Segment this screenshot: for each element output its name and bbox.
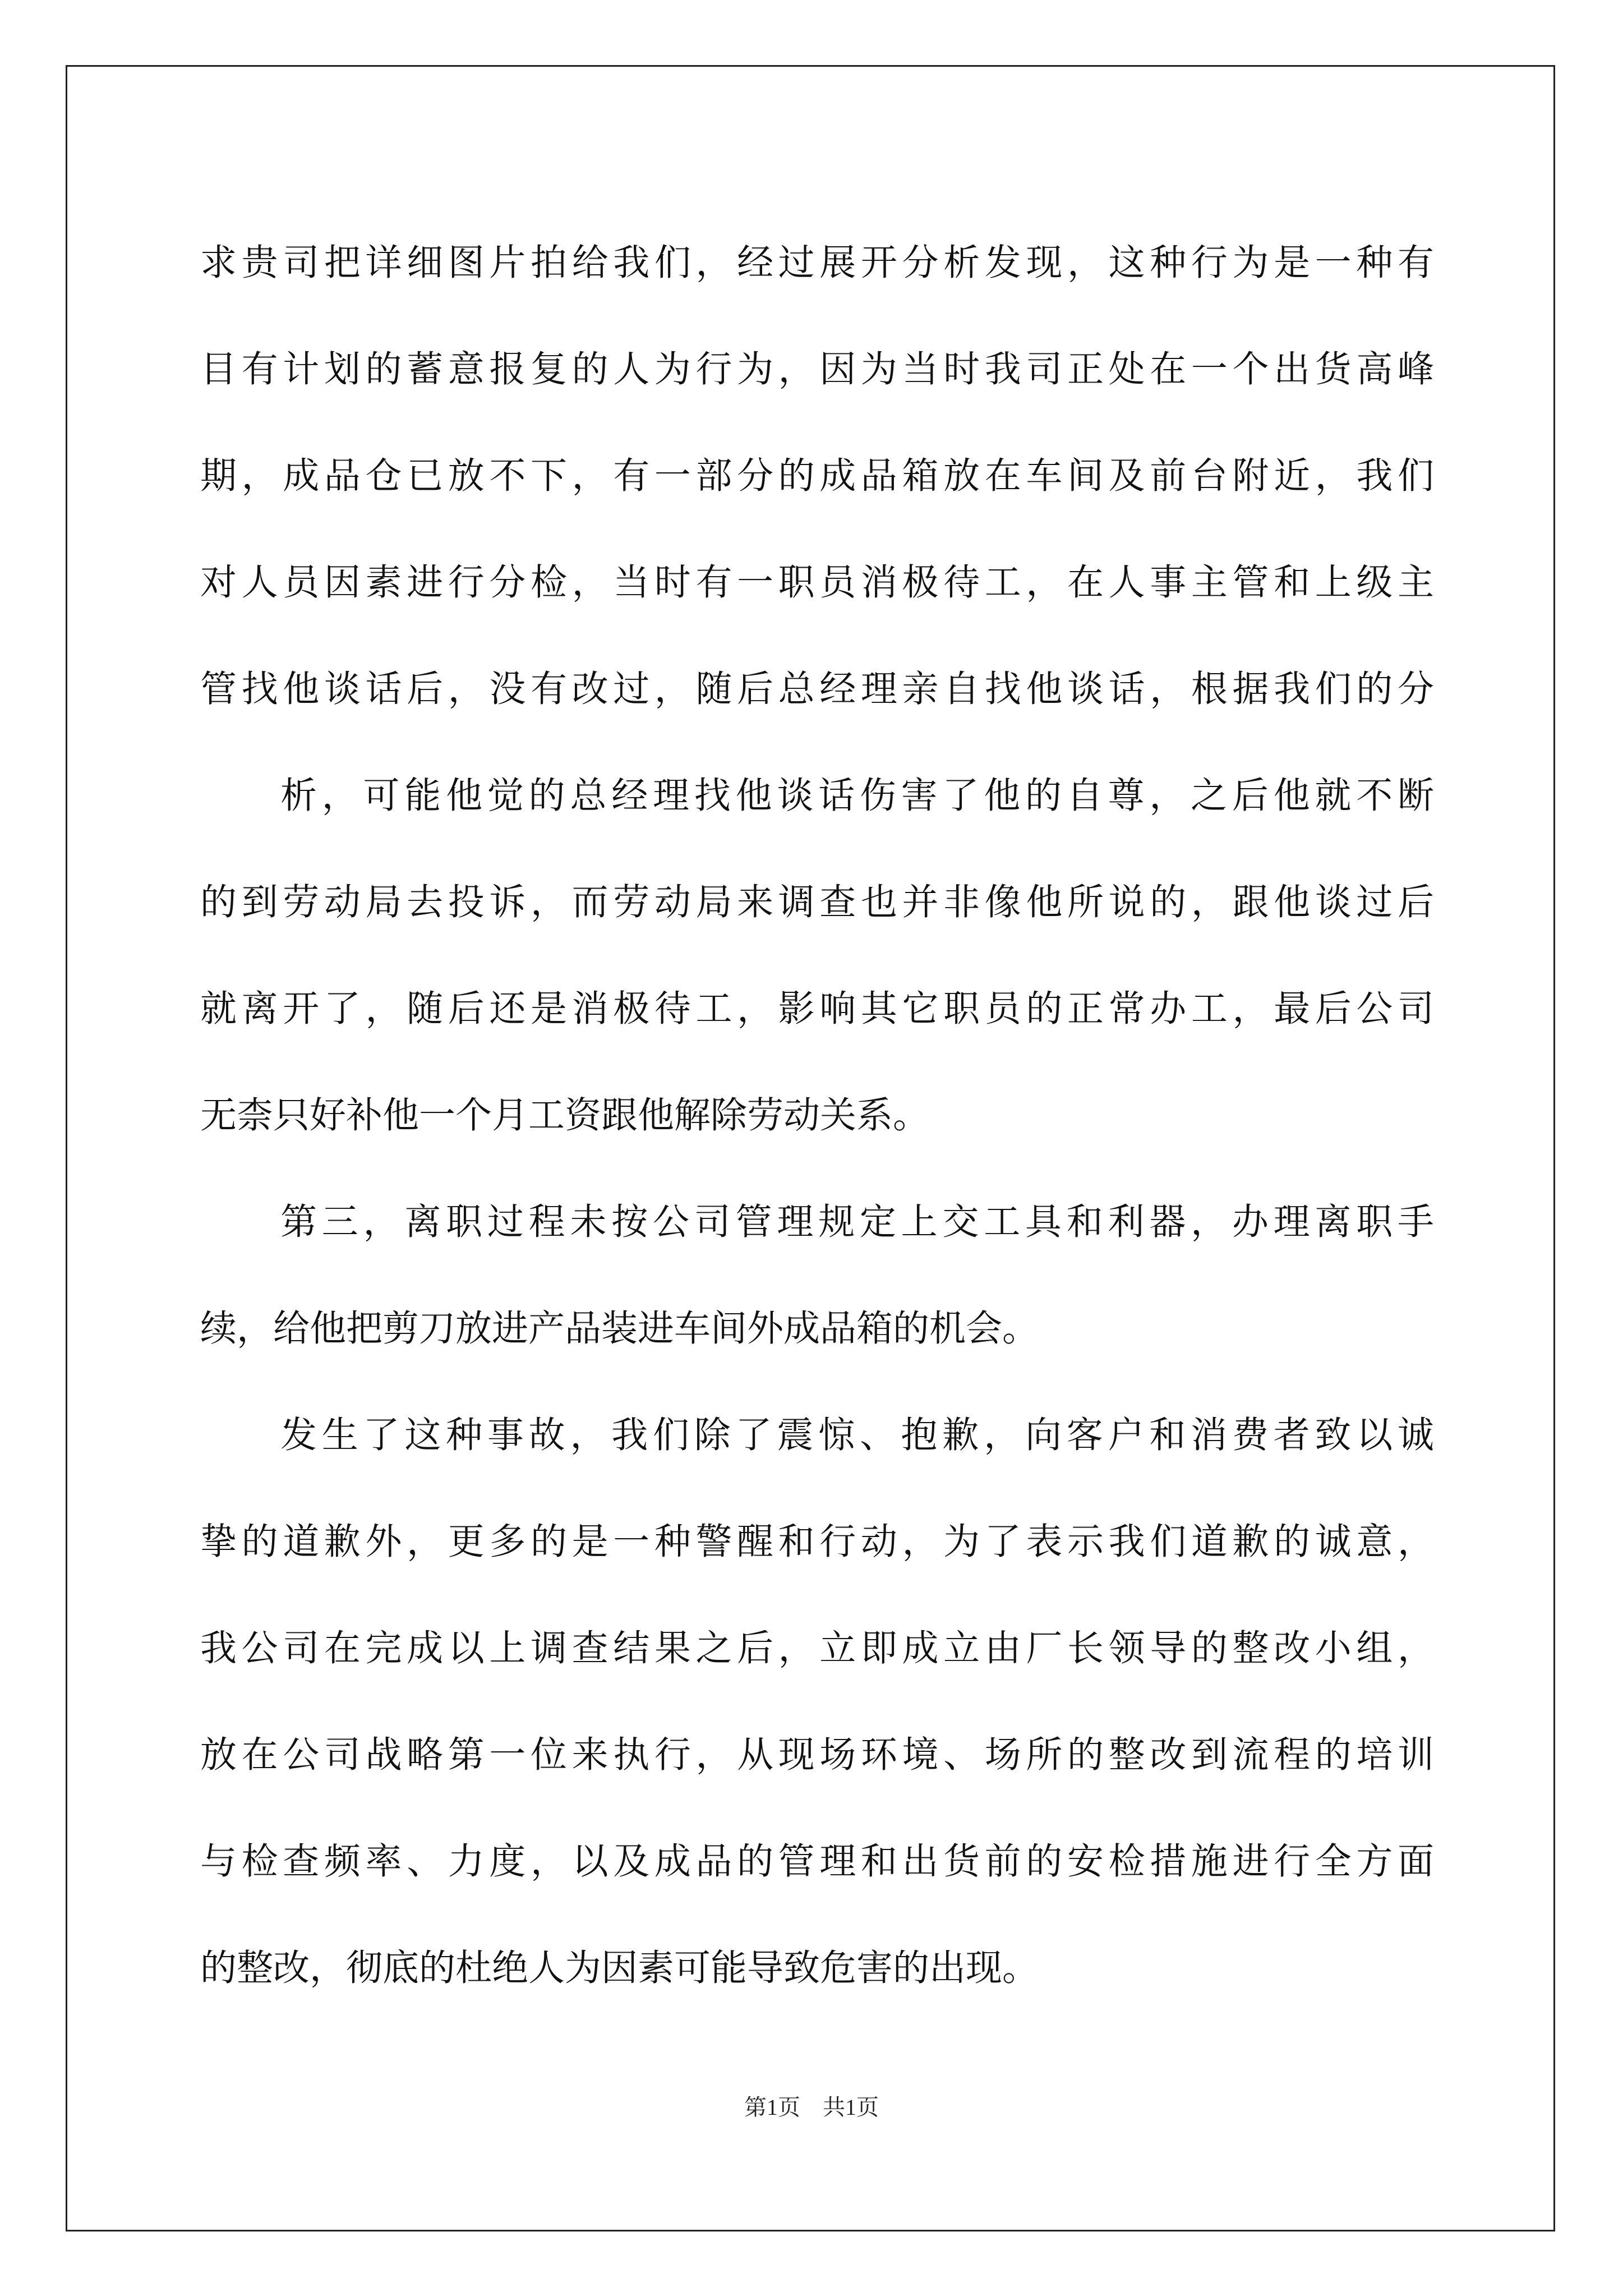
text-line: 与检查频率、力度，以及成品的管理和出货前的安检措施进行全方面 [200,1841,1434,1883]
text-line: 我公司在完成以上调查结果之后，立即成立由厂长领导的整改小组， [200,1627,1434,1669]
text-line: 管找他谈话后，没有改过，随后总经理亲自找他谈话，根据我们的分 [200,668,1434,710]
text-line: 对人员因素进行分检，当时有一职员消极待工，在人事主管和上级主 [200,562,1434,604]
text-line: 期，成品仓已放不下，有一部分的成品箱放在车间及前台附近，我们 [200,455,1434,497]
text-line: 的到劳动局去投诉，而劳动局来调查也并非像他所说的，跟他谈过后 [200,881,1434,923]
text-line: 无柰只好补他一个月工资跟他解除劳动关系。 [200,1094,930,1137]
page-number-footer: 第1页 共1页 [744,2095,879,2120]
text-line: 的整改，彻底的杜绝人为因素可能导致危害的出现。 [200,1947,1039,1989]
text-line: 目有计划的蓄意报复的人为行为，因为当时我司正处在一个出货高峰 [200,348,1434,390]
text-line: 挚的道歉外，更多的是一种警醒和行动，为了表示我们道歉的诚意， [200,1521,1434,1563]
text-line: 续，给他把剪刀放进产品装进车间外成品箱的机会。 [200,1308,1039,1350]
text-line: 就离开了，随后还是消极待工，影响其它职员的正常办工，最后公司 [200,988,1434,1030]
text-line: 求贵司把详细图片拍给我们，经过展开分析发现，这种行为是一种有 [200,242,1434,284]
text-line: 第三，离职过程未按公司管理规定上交工具和利器，办理离职手 [280,1201,1434,1243]
text-line: 发生了这种事故，我们除了震惊、抱歉，向客户和消费者致以诚 [280,1414,1434,1456]
document-body [200,210,1434,2022]
text-line: 放在公司战略第一位来执行，从现场环境、场所的整改到流程的培训 [200,1734,1434,1776]
text-line: 析，可能他觉的总经理找他谈话伤害了他的自尊，之后他就不断 [280,775,1434,817]
